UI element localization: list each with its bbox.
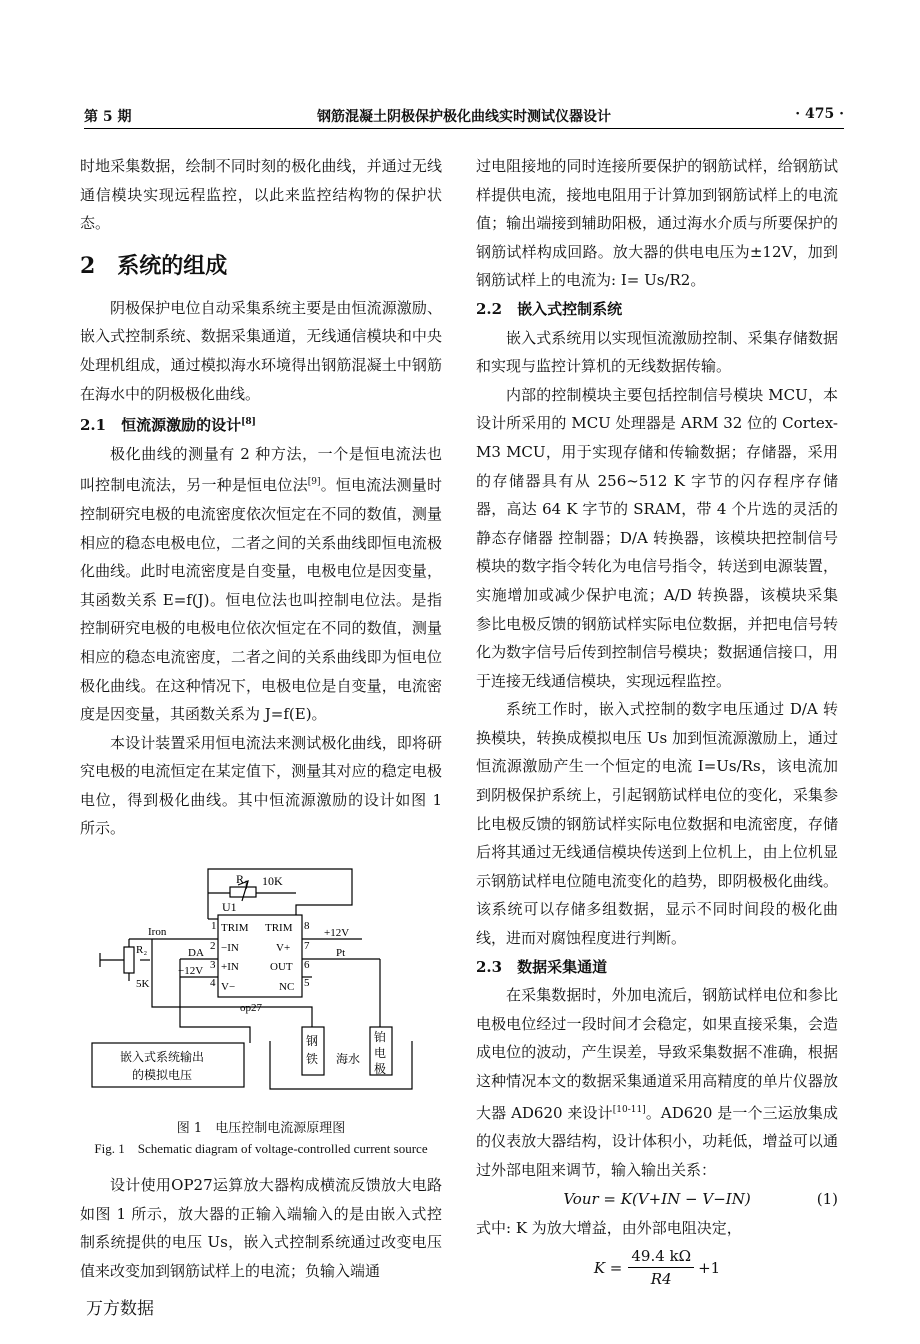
op27-label: op27 (240, 1002, 262, 1015)
minus12v: −12V (178, 965, 204, 978)
equation-1-number: (1) (816, 1190, 838, 1209)
right-column (476, 152, 838, 1293)
footer-watermark: 万方数据 (86, 1299, 154, 1319)
equation-2-lhs: K = (593, 1258, 623, 1277)
steel-label-1: 钢 (306, 1034, 319, 1049)
embedded-box-line1: 嵌入式系统输出 (120, 1050, 205, 1065)
equation-2-fraction (628, 1245, 694, 1290)
out-label: OUT (270, 961, 293, 974)
trim-left: TRIM (221, 922, 249, 935)
r2-value: 5K (136, 978, 150, 991)
figure-caption-en: Fig. 1 Schematic diagram of voltage-controlled current source (94, 1141, 428, 1157)
embedded-box-line2: 的模拟电压 (132, 1068, 193, 1083)
equation-2 (476, 1243, 838, 1293)
embedded-paragraph-1: 嵌入式系统用以实现恒流激励控制、采集存储数据和实现与监控计算机的无线数据传输。 (476, 328, 838, 376)
pos-input: +IN (221, 961, 239, 974)
da-label: DA (188, 947, 204, 960)
pin-7: 7 (304, 940, 310, 953)
text-span: 在采集数据时，外加电流后，钢筋试样电位和参比电极电位经过一段时间才会稳定，如果直接采集，会造成电位的波动，产生误差，导致采集数据不准确，根据这种情况本文的数据采集通道采用高精度的单片仪器放大器 AD620 来设计 (476, 986, 838, 1122)
pin-6: 6 (304, 959, 310, 972)
pin-4: 4 (210, 977, 216, 990)
pin-5: 5 (304, 977, 310, 990)
method-paragraph: 本设计装置采用恒电流法来测试极化曲线，即将研究电极的电流恒定在某定值下，测量其对应的稳定电极电位，得到极化曲线。其中恒流源激励的设计如图 1 所示。 (80, 733, 442, 838)
text-span: 。AD620 是一个三运放集成的仪表放大器结构，设计体积小，功耗低，增益可以通过外部电阻来调节，输入输出关系： (476, 1103, 838, 1179)
subsection-2-3-heading: 2.3 数据采集通道 (476, 957, 608, 976)
subsection-2-2-heading: 2.2 嵌入式控制系统 (476, 299, 623, 318)
subsection-2-1-heading (80, 408, 442, 440)
subsection-2-1-title: 2.1 恒流源激励的设计 (80, 416, 242, 435)
r1-value: 10K (262, 874, 283, 889)
water-label: 海水 (336, 1052, 361, 1067)
opamp-paragraph: 设计使用OP27运算放大器构成横流反馈放大电路如图 1 所示，放大器的正输入端输入的是由嵌入式控制系统提供的电压 Us，嵌入式控制系统通过改变电压值来改变加到钢筋试样上的电流；负输入端通 (80, 1176, 442, 1280)
iron-label: Iron (148, 926, 167, 939)
trim-right: TRIM (265, 922, 293, 935)
embedded-paragraph-3: 系统工作时，嵌入式控制的数字电压通过 D/A 转换模块，转换成模拟电压 Us 加到恒流源激励上，通过恒流源激励产生一个恒定的电流 I=Us/Rs，该电流加到阴极保护系统上，引起钢筋试样电位的变化，采集参比电极反馈的钢筋试样实际电位数据和电流密度，存储后将其通过无线通信模块传送到上位机上，由上位机显示钢筋试样电位随电流变化的趋势，即阴极极化曲线。该系统可以存储多组数据，显示不同时间段的极化曲线，进而对腐蚀程度进行判断。 (476, 700, 838, 948)
platinum-label-1: 铂 (374, 1030, 387, 1045)
pin-1: 1 (211, 920, 217, 933)
platinum-label-3: 极 (374, 1062, 387, 1077)
figure-caption-cn: 图 1 电压控制电流源原理图 (176, 1121, 346, 1137)
pt-label: Pt (336, 947, 346, 960)
citation: [10-11] (612, 1104, 646, 1115)
system-paragraph: 阴极保护电位自动采集系统主要是由恒流源激励、嵌入式控制系统、数据采集通道，无线通信模块和中央处理机组成，通过模拟海水环境得出钢筋混凝土中钢筋在海水中的阴极极化曲线。 (80, 298, 442, 403)
equation-1 (476, 1184, 838, 1214)
citation: [8] (241, 417, 256, 428)
pin-2: 2 (210, 940, 216, 953)
fraction-denominator: R4 (650, 1270, 672, 1289)
vminus: V− (221, 981, 236, 994)
section-heading: 2 系统的组成 (80, 252, 228, 279)
nc-label: NC (279, 981, 295, 994)
acquisition-paragraph (476, 981, 838, 1184)
u1-label: U1 (222, 900, 237, 915)
running-header (84, 100, 844, 129)
intro-paragraph: 时地采集数据，绘制不同时刻的极化曲线，并通过无线通信模块实现远程监控，以此来监控结构物的保护状态。 (80, 157, 442, 233)
r1-label: R₁ (236, 872, 249, 887)
embedded-paragraph-2: 内部的控制模块主要包括控制信号模块 MCU，本设计所采用的 MCU 处理器是 ARM 32 位的 Cortex-M3 MCU，用于实现存储和传输数据；存储器，采用的存储器具有从 256~512 K 字节的闪存程序存储器，高达 64 K 字节的 SRAM，带 4 个片选的灵活的静态存储器 控制器；D/A 转换器，该模块把控制信号模块的数字指令转化为电信号指令，转送到电源装置，实施增加或减少保护电流；A/D 转换器，该模块采集参比电极反馈的钢筋试样实际电位数据，并把电信号转化为数字信号后传到控制信号模块；数据通信接口，用于连接无线通信模块，实现远程监控。 (476, 385, 838, 690)
continuation-paragraph: 过电阻接地的同时连接所要保护的钢筋试样，给钢筋试样提供电流，接地电阻用于计算加到钢筋试样上的电流值；输出端接到辅助阳极，通过海水介质与所要保护的钢筋试样构成回路。放大器的供电电压为±12V，加到钢筋试样上的电流为: I= Us/R2。 (476, 157, 838, 290)
plus12v: +12V (324, 927, 350, 940)
left-column (80, 152, 442, 1285)
fraction-numerator: 49.4 kΩ (628, 1245, 694, 1268)
neg-input: −IN (221, 942, 239, 955)
polarization-paragraph (80, 440, 442, 729)
vplus: V+ (276, 942, 291, 955)
text-span: 极化曲线的测量有 2 种方法，一个是恒电流法也叫控制电流法，另一种是恒电位法 (80, 444, 442, 495)
text-span: 。恒电流法测量时控制研究电极的电流密度依次恒定在不同的数值，测量相应的稳态电极电位，二者之间的关系曲线即恒电流极化曲线。此时电流密度是自变量，电极电位是因变量，其函数关系 E=f(J)。恒电位法也叫控制电位法。是指控制研究电极的电极电位依次恒定在不同的数值，测量相应的稳态电流密度，二者之间的关系曲线即为恒电位极化曲线。在这种情况下，电极电位是自变量，电流密度是因变量，其函数关系为 J=f(E)。 (80, 476, 442, 724)
r2-label: R₂ (136, 944, 148, 957)
circuit-diagram (80, 857, 442, 1115)
figure-1-schematic (80, 857, 442, 1115)
platinum-label-2: 电 (374, 1046, 387, 1061)
equation-2-rhs: +1 (698, 1258, 721, 1277)
pin-8: 8 (304, 920, 310, 933)
pin-3: 3 (210, 959, 216, 972)
running-title: 钢筋混凝土阴极保护极化曲线实时测试仪器设计 (317, 109, 611, 125)
page-number: · 475 · (795, 106, 844, 122)
citation: [9] (307, 477, 321, 488)
steel-label-2: 铁 (306, 1052, 319, 1067)
gain-description: 式中: K 为放大增益，由外部电阻决定， (476, 1219, 742, 1238)
issue-number: 第 5 期 (84, 109, 132, 125)
equation-1-body: Vour = K(V+IN − V−IN) (563, 1190, 751, 1209)
